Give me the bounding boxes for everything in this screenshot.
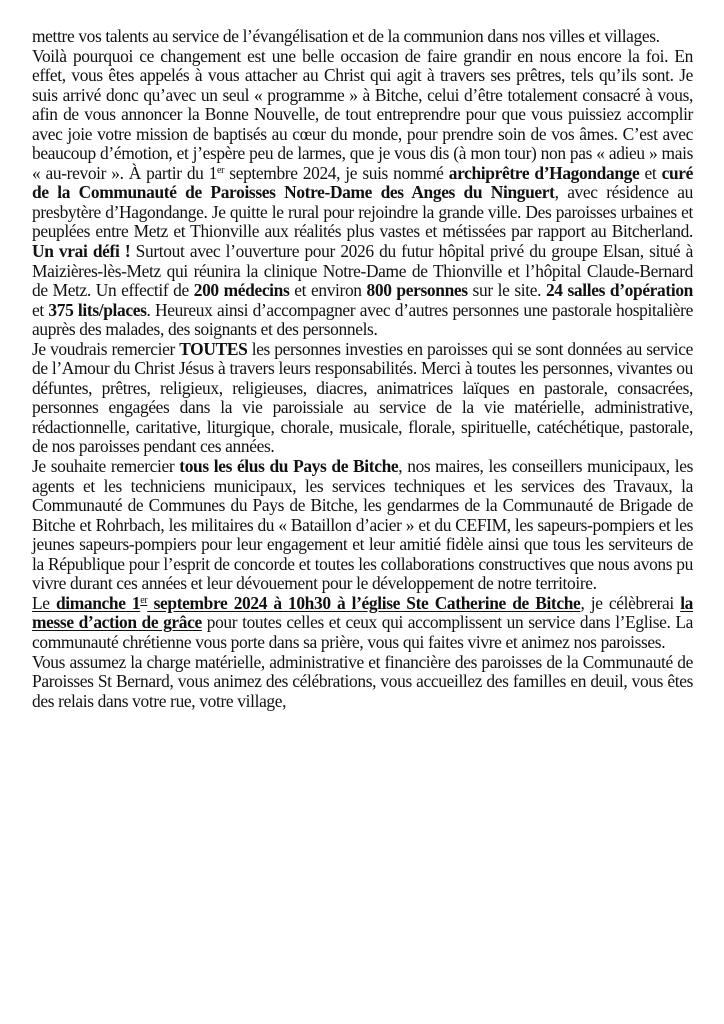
text-run: septembre 2024, je suis nommé — [224, 162, 449, 183]
text-run: Je souhaite remercier — [32, 456, 180, 477]
paragraph-talents — [32, 27, 693, 47]
text-run: Voilà pourquoi ce changement est une belle occasion de faire grandir en nous encore la foi. En effet, vous êtes appelés à vous attacher au Christ qui agit à travers ses prêtres, tels qu’ils sont. Je suis arrivé donc qu’avec un seul « programme » à Bitche, celui d’être totalement consacré à vous, afin de vous annoncer la Bonne Nouvelle, de tout entreprendre pour que vous puissiez accomplir avec joie votre mission de baptisés au cœur du monde, pour prendre soin de vos âmes. C’est avec beaucoup d’émotion, et j’espère peu de larmes, que je vous dis (à mon tour) non pas « adieu » mais « au-revoir ». À partir du 1 — [32, 45, 693, 183]
bold-text-run: curé de la Communauté de Paroisses Notre-Dame des Anges du Ninguert — [32, 162, 694, 203]
text-run: Vous assumez la charge matérielle, administrative et financière des paroisses de la Communauté de Paroisses St Bernard, vous animez des célébrations, vous accueillez des familles en deuil, vous êtes des relais dans votre rue, votre village, — [32, 651, 693, 711]
superscript-text: er — [140, 594, 148, 606]
paragraph-remerciements-elus — [32, 457, 693, 594]
bold-text-run: 800 personnes — [366, 280, 468, 301]
bold-text-run: TOUTES — [179, 338, 248, 359]
text-run: sur le site. — [467, 280, 546, 301]
bold-text-run: archiprêtre d’Hagondange — [448, 162, 640, 183]
bold-text-run: tous les élus du Pays de Bitche — [179, 456, 399, 477]
superscript-text: er — [217, 164, 225, 176]
text-run: Le — [32, 592, 56, 613]
paragraph-messe-action-de-grace — [32, 594, 693, 653]
paragraph-nomination — [32, 47, 693, 340]
bold-text-run: 24 salles d’opération — [545, 280, 693, 301]
bold-text-run: septembre 2024 à 10h30 à l’église Ste Catherine de Bitche — [147, 592, 581, 613]
text-run: mettre vos talents au service de l’évangélisation et de la communion dans nos villes et villages. — [32, 26, 660, 46]
bold-text-run: dimanche 1 — [55, 592, 141, 613]
text-run: , nos maires, les conseillers municipaux, les agents et les techniciens municipaux, les services techniques et les services des Travaux, la Communauté de Communes du Pays de Bitche, les gendarmes de la Communauté de Brigade de Bitche et Rohrbach, les militaires du « Bataillon d’acier » et du CEFIM, les sapeurs-pompiers et les jeunes sapeurs-pompiers pour leur engagement et leur amitié fidèle ainsi que tous les serviteurs de la République pour l’esprit de concorde et toutes les collaborations constructives que nous avons pu vivre durant ces années et leur dévouement pour le développement de notre territoire. — [32, 456, 693, 594]
text-run: pour toutes celles et ceux qui accomplissent un service dans l’Eglise. La communauté chrétienne vous porte dans sa prière, vous qui faites vivre et animez nos paroisses. — [32, 612, 693, 652]
bold-text-run: Un vrai défi ! — [32, 241, 131, 262]
document-page — [32, 27, 693, 711]
text-run: Je voudrais remercier — [32, 338, 180, 359]
text-run: . Heureux ainsi d’accompagner avec d’autres personnes une pastorale hospitalière auprès des malades, des soignants et des personnels. — [32, 299, 693, 340]
paragraph-charge-paroisses — [32, 653, 693, 712]
bold-text-run: 200 médecins — [193, 280, 290, 301]
text-run: , je célèbrerai — [580, 592, 681, 613]
text-run: Surtout avec l’ouverture pour 2026 du futur hôpital privé du groupe Elsan, situé à Maizières-lès-Metz qui réunira la clinique Notre-Dame de Thionville et l’hôpital Claude-Bernard de Metz. Un effectif de — [32, 241, 693, 301]
text-run: et — [32, 299, 49, 320]
paragraph-remerciements-paroisses — [32, 340, 693, 457]
text-run: les personnes investies en paroisses qui se sont données au service de l’Amour du Christ Jésus à travers leurs responsabilités. Merci à toutes les personnes, vivantes ou défuntes, prêtres, religieux, religieuses, diacres, animatrices laïques en pastorale, consacrées, personnes engagées dans la vie paroissiale au service de la vie matérielle, administrative, rédactionnelle, caritative, liturgique, chorale, musicale, florale, spirituelle, catéchétique, pastorale, de nos paroisses pendant ces années. — [32, 338, 694, 457]
bold-text-run: 375 lits/places — [48, 299, 147, 320]
text-run: et environ — [289, 280, 367, 301]
bold-text-run: la messe d’action de grâce — [32, 592, 694, 633]
text-run: et — [639, 162, 662, 183]
text-run: , avec résidence au presbytère d’Hagondange. Je quitte le rural pour rejoindre la grande ville. Des paroisses urbaines et peuplées entre Metz et Thionville aux réalités plus vastes et métissées par rapport au Bitcherland. — [32, 182, 693, 242]
